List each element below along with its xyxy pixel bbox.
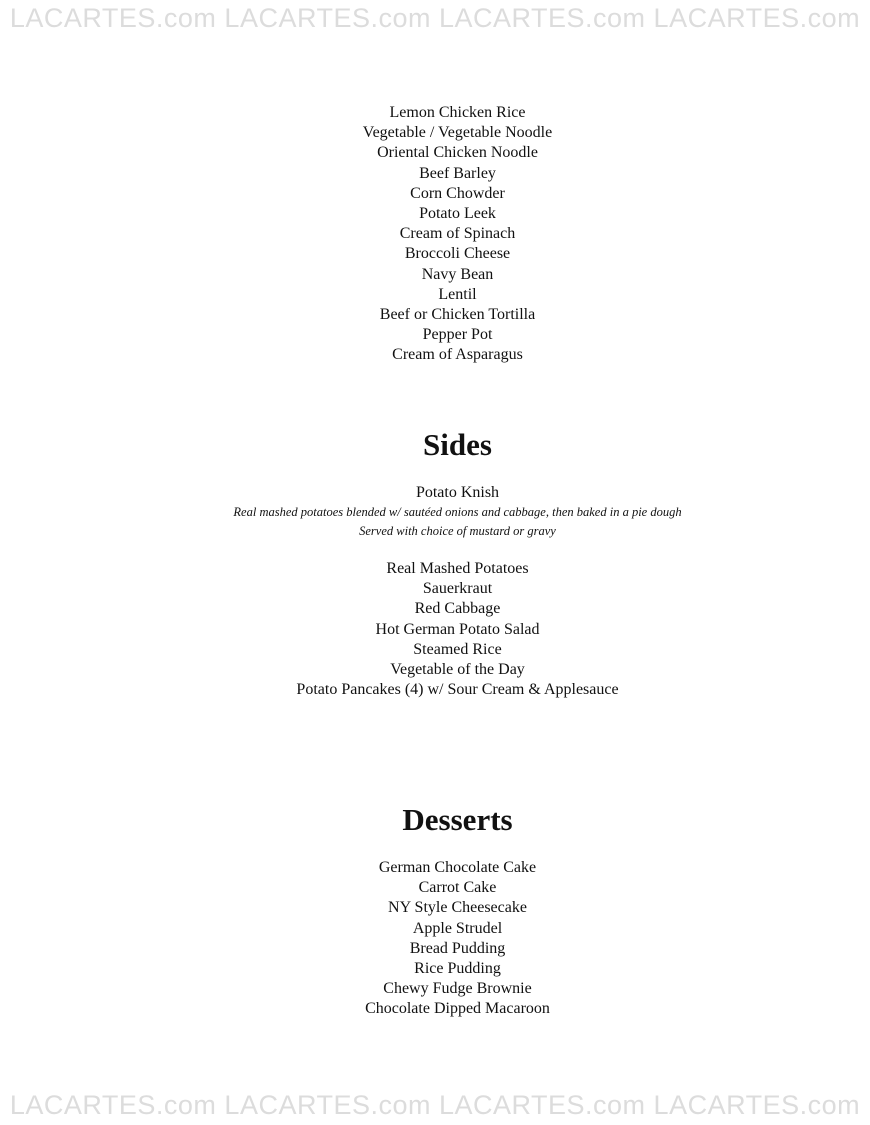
side-item: Hot German Potato Salad (375, 620, 540, 638)
soup-item: Potato Leek (419, 204, 496, 222)
soup-item: Cream of Asparagus (392, 346, 523, 364)
soup-item: Beef Barley (419, 164, 496, 182)
soup-item: Beef or Chicken Tortilla (379, 305, 536, 323)
featured-side (0, 483, 870, 541)
side-item: Steamed Rice (413, 640, 502, 658)
soup-item: Pepper Pot (422, 326, 493, 344)
sides-section (0, 559, 870, 700)
soup-item: Lentil (438, 285, 477, 303)
desserts-section (0, 858, 870, 1020)
soup-item: Navy Bean (421, 265, 494, 283)
watermark-bottom: LACARTES.com LACARTES.com LACARTES.com LACARTES.com (9, 1090, 861, 1120)
watermark-top: LACARTES.com LACARTES.com LACARTES.com LACARTES.com (9, 3, 861, 33)
side-item: Sauerkraut (422, 580, 493, 598)
sides-list (0, 559, 870, 700)
desserts-heading-block (0, 802, 870, 838)
soup-item: Broccoli Cheese (404, 245, 511, 263)
dessert-item: NY Style Cheesecake (388, 899, 527, 917)
sides-heading-block (0, 427, 870, 463)
dessert-item: Chocolate Dipped Macaroon (365, 1000, 550, 1018)
side-item: Real Mashed Potatoes (386, 560, 529, 577)
desserts-list (0, 858, 870, 1020)
dessert-item: Carrot Cake (418, 879, 497, 897)
featured-side-description: Real mashed potatoes blended w/ sautéed onions and cabbage, then baked in a pie dough (233, 505, 682, 519)
dessert-item: Apple Strudel (412, 919, 503, 937)
featured-side-note: Served with choice of mustard or gravy (359, 524, 556, 538)
side-item: Vegetable of the Day (390, 660, 525, 678)
dessert-item: Bread Pudding (409, 939, 506, 957)
soup-list (0, 103, 870, 365)
featured-side-name: Potato Knish (415, 484, 500, 501)
side-item: Potato Pancakes (4) w/ Sour Cream & Applesauce (296, 681, 619, 699)
soup-item: Cream of Spinach (399, 225, 516, 243)
soup-item: Corn Chowder (410, 184, 505, 202)
dessert-item: Chewy Fudge Brownie (383, 980, 532, 998)
side-item: Red Cabbage (414, 600, 501, 618)
dessert-item: Rice Pudding (414, 959, 501, 977)
soup-item: Oriental Chicken Noodle (377, 144, 538, 162)
dessert-item: German Chocolate Cake (378, 859, 537, 876)
soup-section (0, 103, 870, 365)
soup-item: Lemon Chicken Rice (389, 104, 526, 121)
soup-item: Vegetable / Vegetable Noodle (362, 124, 553, 142)
desserts-heading: Desserts (402, 802, 513, 837)
sides-heading: Sides (423, 427, 492, 462)
